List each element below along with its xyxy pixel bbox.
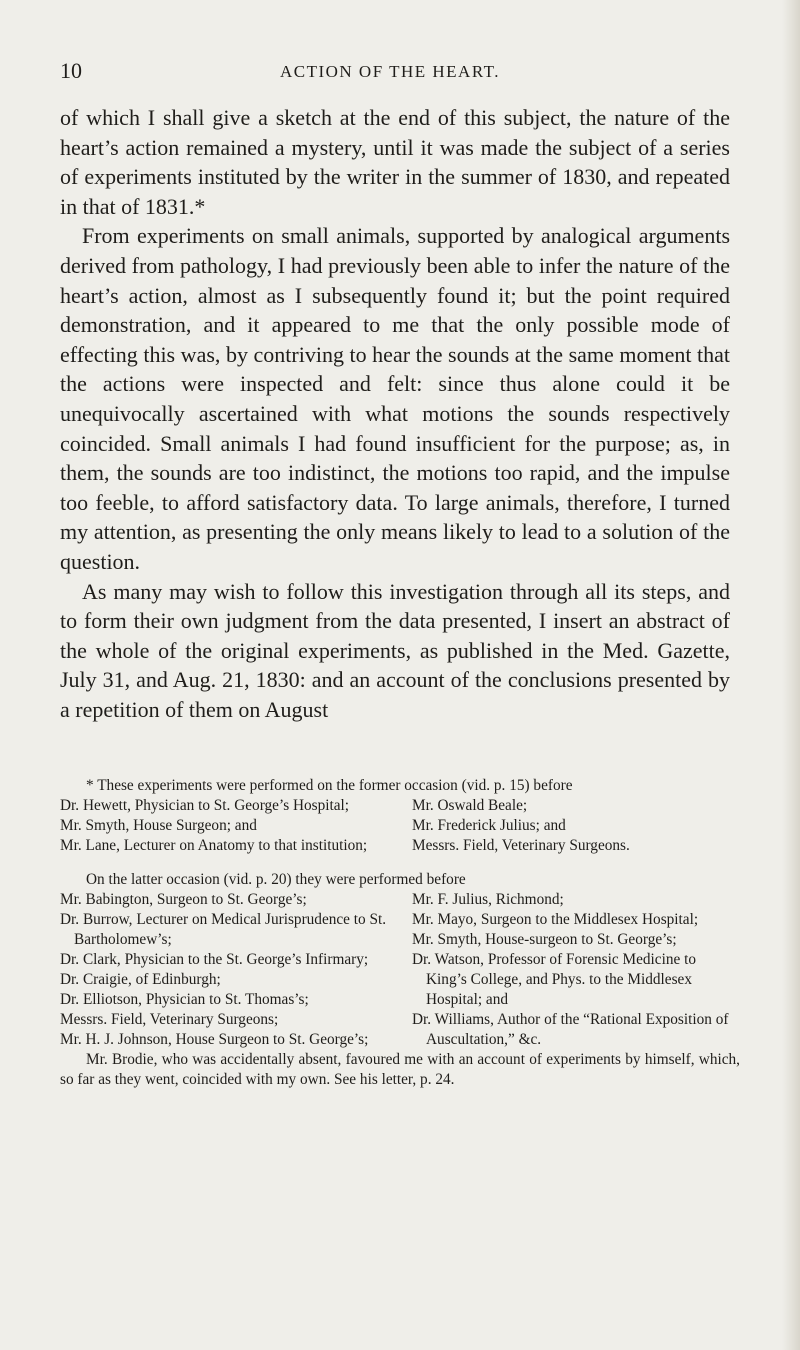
- list-item: Dr. Elliotson, Physician to St. Thomas’s;: [60, 991, 309, 1008]
- list-item: Mr. Lane, Lecturer on Anatomy to that institution;: [60, 837, 368, 854]
- witness-list-latter: [60, 890, 740, 1050]
- paragraph: As many may wish to follow this investigation through all its steps, and to form their own judgment from the data presented, I insert an abstract of the whole of the original experiments, as published in the Med. Gazette, July 31, and Aug. 21, 1830: and an account of the conclusions presented by a repetition of them on August: [60, 578, 730, 722]
- footnote-intro: * These experiments were performed on the former occasion (vid. p. 15) before: [86, 777, 573, 794]
- main-text: [60, 103, 730, 724]
- list-item: Mr. F. Julius, Richmond;: [412, 891, 564, 908]
- footnote-intro-latter: On the latter occasion (vid. p. 20) they were performed before: [86, 871, 466, 888]
- list-item: Dr. Williams, Author of the “Rational Exposition of Auscultation,” &c.: [412, 1011, 729, 1048]
- list-item: Dr. Clark, Physician to the St. George’s Infirmary;: [60, 951, 369, 968]
- list-item: Mr. Babington, Surgeon to St. George’s;: [60, 891, 307, 908]
- page-header: [60, 58, 720, 88]
- running-title: ACTION OF THE HEART.: [279, 62, 501, 81]
- paragraph: of which I shall give a sketch at the end of this subject, the nature of the heart’s action remained a mystery, until it was made the subject of a series of experiments instituted by the writer in the summer of 1830, and repeated in that of 1831.*: [60, 105, 730, 219]
- page-edge: [782, 0, 800, 1350]
- list-item: Dr. Craigie, of Edinburgh;: [60, 971, 221, 988]
- list-item: Dr. Burrow, Lecturer on Medical Jurisprudence to St. Bartholomew’s;: [60, 911, 387, 948]
- page-number: 10: [60, 58, 82, 83]
- list-item: Mr. Smyth, House Surgeon; and: [60, 817, 257, 834]
- witness-list-former: [60, 796, 740, 856]
- list-item: Dr. Watson, Professor of Forensic Medicine to King’s College, and Phys. to the Middlesex Hospital; and: [412, 951, 696, 1008]
- footnote-closing: Mr. Brodie, who was accidentally absent, favoured me with an account of experiments by himself, which, so far as they went, coincided with my own. See his letter, p. 24.: [60, 1051, 740, 1088]
- list-item: Mr. Mayo, Surgeon to the Middlesex Hospital;: [412, 911, 699, 928]
- footnote: [60, 776, 740, 1090]
- list-item: Messrs. Field, Veterinary Surgeons.: [412, 837, 630, 854]
- paragraph: From experiments on small animals, supported by analogical arguments derived from pathology, I had previously been able to infer the nature of the heart’s action, almost as I subsequently found it; but the point required demonstration, and it appeared to me that the only possible mode of effecting this was, by contriving to hear the sounds at the same moment that the actions were inspected and felt: since thus alone could it be unequivocally ascertained with what motions the sounds respectively coincided. Small animals I had found insufficient for the purpose; as, in them, the sounds are too indistinct, the motions too rapid, and the impulse too feeble, to afford satisfactory data. To large animals, therefore, I turned my attention, as presenting the only means likely to lead to a solution of the question.: [60, 223, 730, 574]
- list-item: Mr. Oswald Beale;: [412, 797, 528, 814]
- list-item: Messrs. Field, Veterinary Surgeons;: [60, 1011, 279, 1028]
- list-item: Mr. Smyth, House-surgeon to St. George’s;: [412, 931, 677, 948]
- list-item: Dr. Hewett, Physician to St. George’s Hospital;: [60, 797, 350, 814]
- list-item: Mr. Frederick Julius; and: [412, 817, 566, 834]
- list-item: Mr. H. J. Johnson, House Surgeon to St. George’s;: [60, 1031, 369, 1048]
